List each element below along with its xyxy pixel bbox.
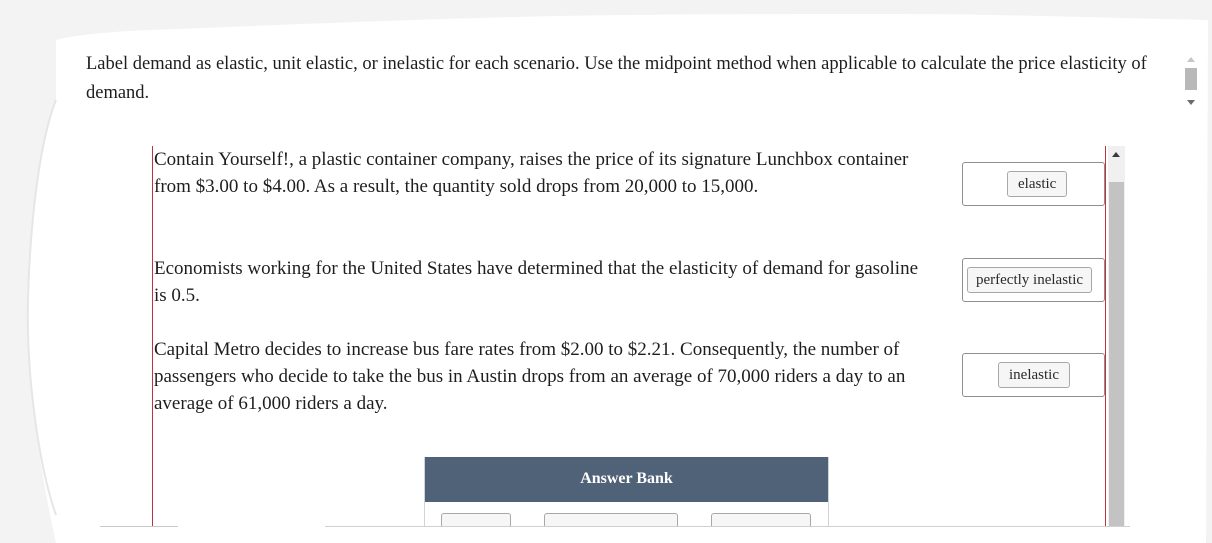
- scroll-down-arrow-icon[interactable]: [1187, 100, 1195, 105]
- left-divider: [152, 146, 153, 526]
- divider: [325, 526, 1130, 527]
- scenario-text: Contain Yourself!, a plastic container company, raises the price of its signature Lunchbox container from $3.00 to $4.00. As a result, the quantity sold drops from 20,000 to 15,000.: [154, 149, 909, 197]
- scroll-up-arrow-icon[interactable]: [1112, 152, 1120, 157]
- answer-bank-title: Answer Bank: [425, 457, 828, 502]
- drop-target[interactable]: [962, 353, 1105, 397]
- outer-scrollbar[interactable]: [1183, 53, 1199, 109]
- scroll-up-arrow-icon[interactable]: [1187, 57, 1195, 62]
- scroll-thumb[interactable]: [1185, 68, 1197, 90]
- panel-scrollbar[interactable]: [1108, 146, 1125, 526]
- answer-bank-chip[interactable]: [441, 513, 511, 526]
- scenario-text: Capital Metro decides to increase bus fare rates from $2.00 to $2.21. Consequently, the number of passengers who decide to take the bus in Austin drops from an average of 70,000 riders a day to an average of 61,000 riders a day.: [154, 339, 906, 414]
- answer-bank-chip[interactable]: [544, 513, 678, 526]
- answer-bank: [424, 457, 829, 526]
- answer-bank-chip[interactable]: [711, 513, 811, 526]
- right-divider: [1105, 146, 1106, 526]
- answer-chip[interactable]: elastic: [1007, 171, 1067, 197]
- instructions-text: Label demand as elastic, unit elastic, or inelastic for each scenario. Use the midpoint method when applicable to calculate the price elasticity of demand.: [86, 54, 1147, 103]
- drop-target[interactable]: [962, 162, 1105, 206]
- scroll-thumb[interactable]: [1109, 182, 1124, 526]
- scenario-text: Economists working for the United States have determined that the elasticity of demand for gasoline is 0.5.: [154, 258, 919, 306]
- answer-chip[interactable]: perfectly inelastic: [967, 267, 1092, 293]
- answer-chip[interactable]: inelastic: [998, 362, 1070, 388]
- drop-target[interactable]: [962, 258, 1105, 302]
- divider: [100, 526, 178, 527]
